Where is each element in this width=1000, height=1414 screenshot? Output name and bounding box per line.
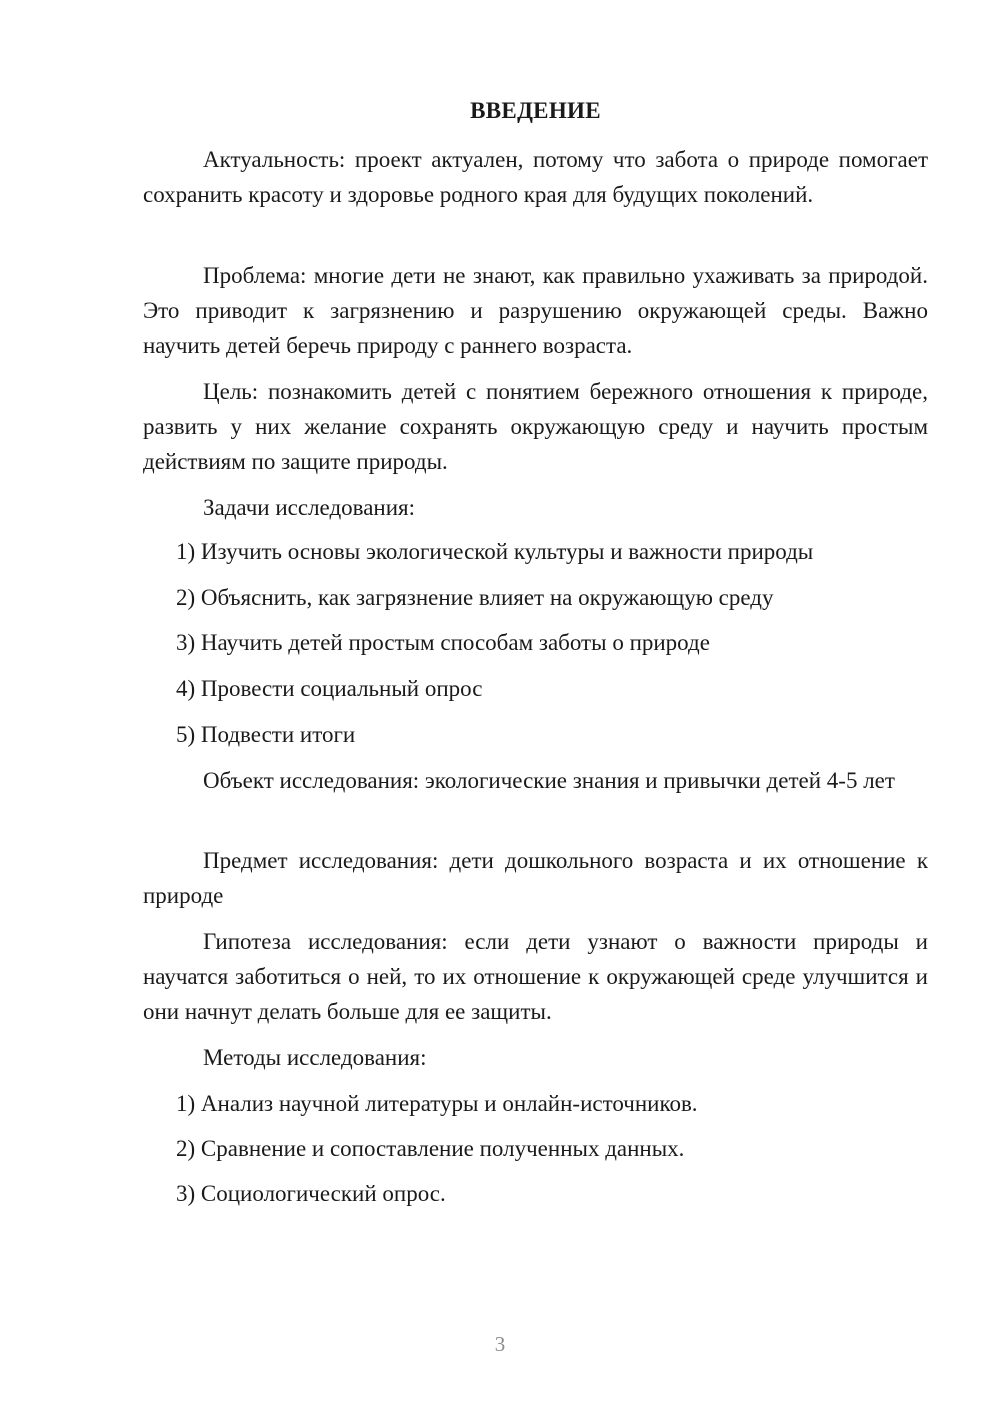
method-item: 1) Анализ научной литературы и онлайн-источников. bbox=[176, 1091, 698, 1116]
methods-heading: Методы исследования: bbox=[203, 1045, 427, 1070]
paragraph-goal: Цель: познакомить детей с понятием бережного отношения к природе, развить у них желание сохранять окружающую среду и научить простым действиям по защите природы. bbox=[143, 379, 928, 474]
paragraph-problem: Проблема: многие дети не знают, как правильно ухаживать за природой. Это приводит к загрязнению и разрушению окружающей среды. Важно научить детей беречь природу с раннего возраста. bbox=[143, 263, 928, 358]
method-item: 3) Социологический опрос. bbox=[176, 1181, 446, 1206]
task-item: 2) Объяснить, как загрязнение влияет на окружающую среду bbox=[176, 585, 774, 610]
task-item: 3) Научить детей простым способам заботы о природе bbox=[176, 630, 710, 655]
method-item: 2) Сравнение и сопоставление полученных данных. bbox=[176, 1136, 685, 1161]
paragraph-object: Объект исследования: экологические знания и привычки детей 4-5 лет bbox=[203, 768, 895, 793]
task-item: 5) Подвести итоги bbox=[176, 722, 356, 747]
page-number: 3 bbox=[494, 1332, 506, 1356]
section-heading: ВВЕДЕНИЕ bbox=[470, 98, 601, 123]
paragraph-subject: Предмет исследования: дети дошкольного возраста и их отношение к природе bbox=[143, 848, 928, 908]
task-item: 4) Провести социальный опрос bbox=[176, 676, 483, 701]
paragraph-relevance: Актуальность: проект актуален, потому что забота о природе помогает сохранить красоту и здоровье родного края для будущих поколений. bbox=[143, 147, 928, 207]
paragraph-hypothesis: Гипотеза исследования: если дети узнают о важности природы и научатся заботиться о ней, то их отношение к окружающей среде улучшится и они начнут делать больше для ее защиты. bbox=[143, 929, 928, 1024]
tasks-heading: Задачи исследования: bbox=[203, 495, 416, 520]
task-item: 1) Изучить основы экологической культуры и важности природы bbox=[176, 539, 814, 564]
